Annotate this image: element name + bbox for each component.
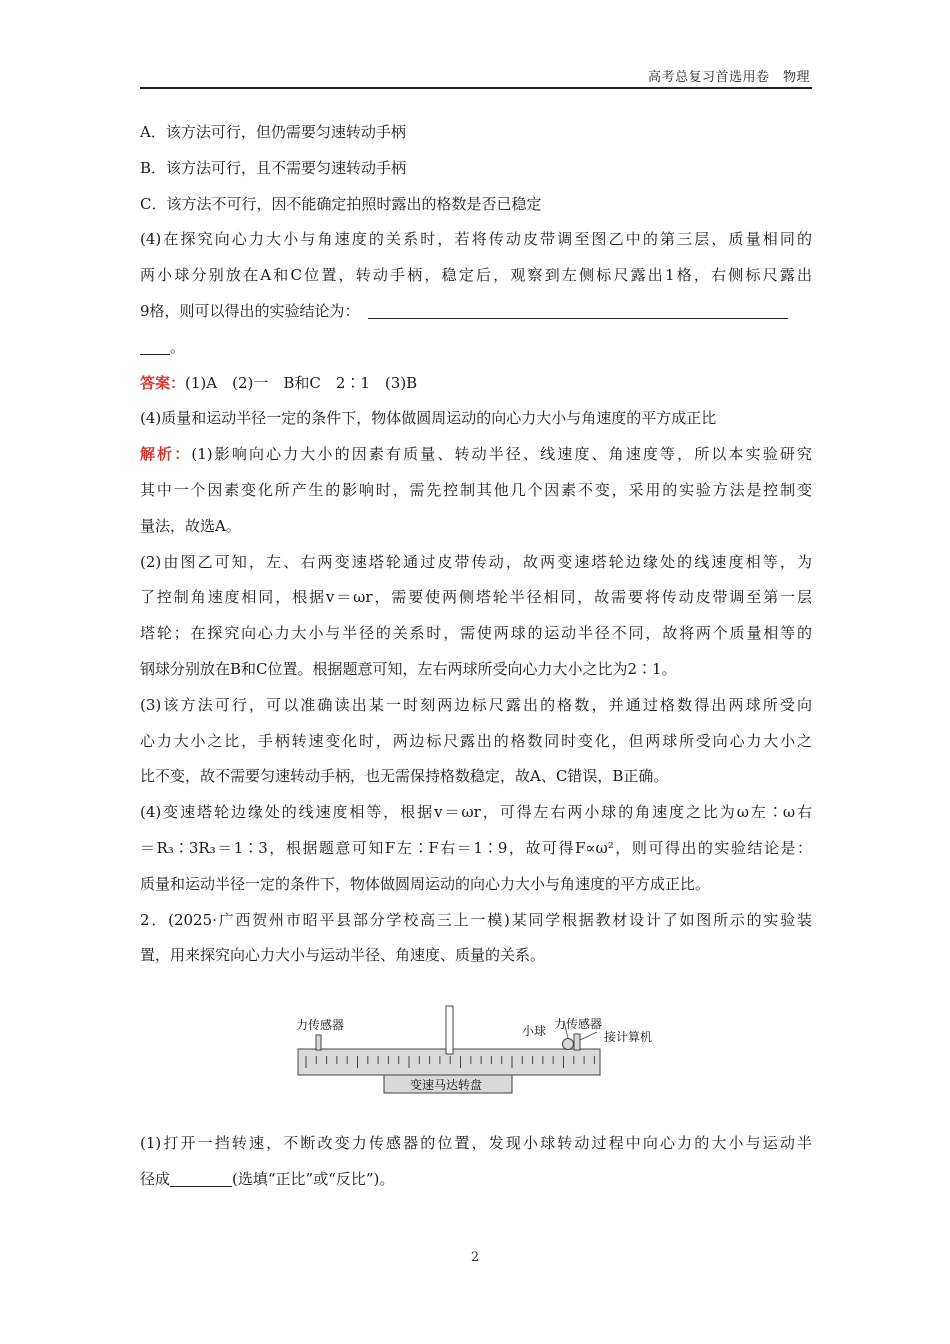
q2-part1 <box>140 1133 812 1205</box>
analysis-text-1: (1)影响向心力大小的因素有质量、转动半径、线速度、角速度等，所以本实验研究 <box>191 445 812 464</box>
answer-line-1 <box>140 373 812 393</box>
label-motor: 变速马达转盘 <box>410 1078 483 1092</box>
question-4-line-4 <box>140 337 812 357</box>
computer-pointer <box>580 1032 597 1040</box>
page-number: 2 <box>470 1250 480 1265</box>
label-sensor-left: 力传感器 <box>296 1018 345 1032</box>
label-ball: 小球 <box>522 1024 547 1038</box>
page-content <box>140 122 812 981</box>
question-4-line-3 <box>140 301 812 321</box>
apparatus-figure <box>292 1002 662 1097</box>
q2-answer-blank <box>170 1170 232 1187</box>
analysis-line-9: 心力大小之比，手柄转速变化时，两边标尺露出的格数同时变化，但两球所受向心力大小之 <box>140 731 812 750</box>
analysis-line-13: 质量和运动半径一定的条件下，物体做圆周运动的向心力大小与角速度的平方成正比。 <box>140 874 711 893</box>
answer-line-2: (4)质量和运动半径一定的条件下，物体做圆周运动的向心力大小与角速度的平方成正比 <box>140 409 717 428</box>
question-2-line-2: 置，用来探究向心力大小与运动半径、角速度、质量的关系。 <box>140 946 546 965</box>
analysis-line-12: ＝R₃∶3R₃＝1∶3，根据题意可知F左∶F右＝1∶9，故可得F∝ω²，则可得出的实验结论是： <box>140 838 812 857</box>
question-4-line-3-text: 9格，则可以得出的实验结论为： <box>140 301 360 320</box>
center-post <box>446 1006 453 1054</box>
analysis-line-6: 塔轮；在探究向心力大小与半径的关系时，需使两球的运动半径不同，故将两个质量相等的 <box>140 624 812 643</box>
analysis-line-7: 钢球分别放在B和C位置。根据题意可知，左右两球所受向心力大小之比为2∶1。 <box>140 659 677 678</box>
header-title: 高考总复习首选用卷 物理 <box>647 70 810 85</box>
answer-label: 答案： <box>140 373 186 392</box>
q2-part1-line-2-post: (选填“正比”或“反比”)。 <box>232 1169 395 1188</box>
q2-part1-line-2-pre: 径成 <box>140 1169 171 1188</box>
answer-text: (1)A (2)一 B和C 2∶1 (3)B <box>185 373 418 392</box>
analysis-line-5: 了控制角速度相同，根据v＝ωr，需要使两侧塔轮半径相同，故需要将传动皮带调至第一层 <box>140 588 812 607</box>
question-2-line-1: 2．(2025·广西贺州市昭平县部分学校高三上一模)某同学根据教材设计了如图所示的实验装 <box>140 910 812 929</box>
q2-part1-line-1: (1)打开一挡转速，不断改变力传感器的位置，发现小球转动过程中向心力的大小与运动半 <box>140 1134 812 1152</box>
question-4-line-2: 两小球分别放在A和C位置，转动手柄，稳定后，观察到左侧标尺露出1格，右侧标尺露出 <box>140 266 812 285</box>
header-rule <box>140 87 812 89</box>
ball <box>563 1039 574 1050</box>
analysis-line-4: (2)由图乙可知，左、右两变速塔轮通过皮带传动，故两变速塔轮边缘处的线速度相等，为 <box>140 552 812 571</box>
label-sensor-right: 力传感器 <box>554 1017 603 1031</box>
label-computer: 接计算机 <box>604 1030 653 1044</box>
analysis-line-8: (3)该方法可行，可以准确读出某一时刻两边标尺露出的格数，并通过格数得出两球所受向 <box>140 695 812 714</box>
apparatus-diagram <box>292 1002 662 1097</box>
option-b: B．该方法可行，且不需要匀速转动手柄 <box>140 158 407 177</box>
analysis-line-10: 比不变，故不需要匀速转动手柄，也无需保持格数稳定，故A、C错误，B正确。 <box>140 767 669 786</box>
page-header <box>140 66 810 86</box>
period: 。 <box>170 337 186 356</box>
analysis-line-3: 量法，故选A。 <box>140 516 241 535</box>
q2-part1-line-2 <box>140 1169 812 1189</box>
option-c: C．该方法不可行，因不能确定拍照时露出的格数是否已稳定 <box>140 194 542 213</box>
right-sensor <box>574 1034 580 1050</box>
analysis-line-1 <box>140 444 812 464</box>
left-sensor <box>316 1035 321 1050</box>
analysis-line-2: 其中一个因素变化所产生的影响时，需先控制其他几个因素不变，采用的实验方法是控制变 <box>140 480 812 499</box>
answer-blank <box>368 302 788 319</box>
analysis-line-11: (4)变速塔轮边缘处的线速度相等，根据v＝ωr，可得左右两小球的角速度之比为ω左∶ω右 <box>140 803 812 822</box>
option-a: A．该方法可行，但仍需要匀速转动手柄 <box>140 123 406 141</box>
question-4-line-1: (4)在探究向心力大小与角速度的关系时，若将传动皮带调至图乙中的第三层，质量相同的 <box>140 230 812 249</box>
analysis-label: 解析： <box>140 445 192 464</box>
answer-blank-end <box>140 338 170 355</box>
